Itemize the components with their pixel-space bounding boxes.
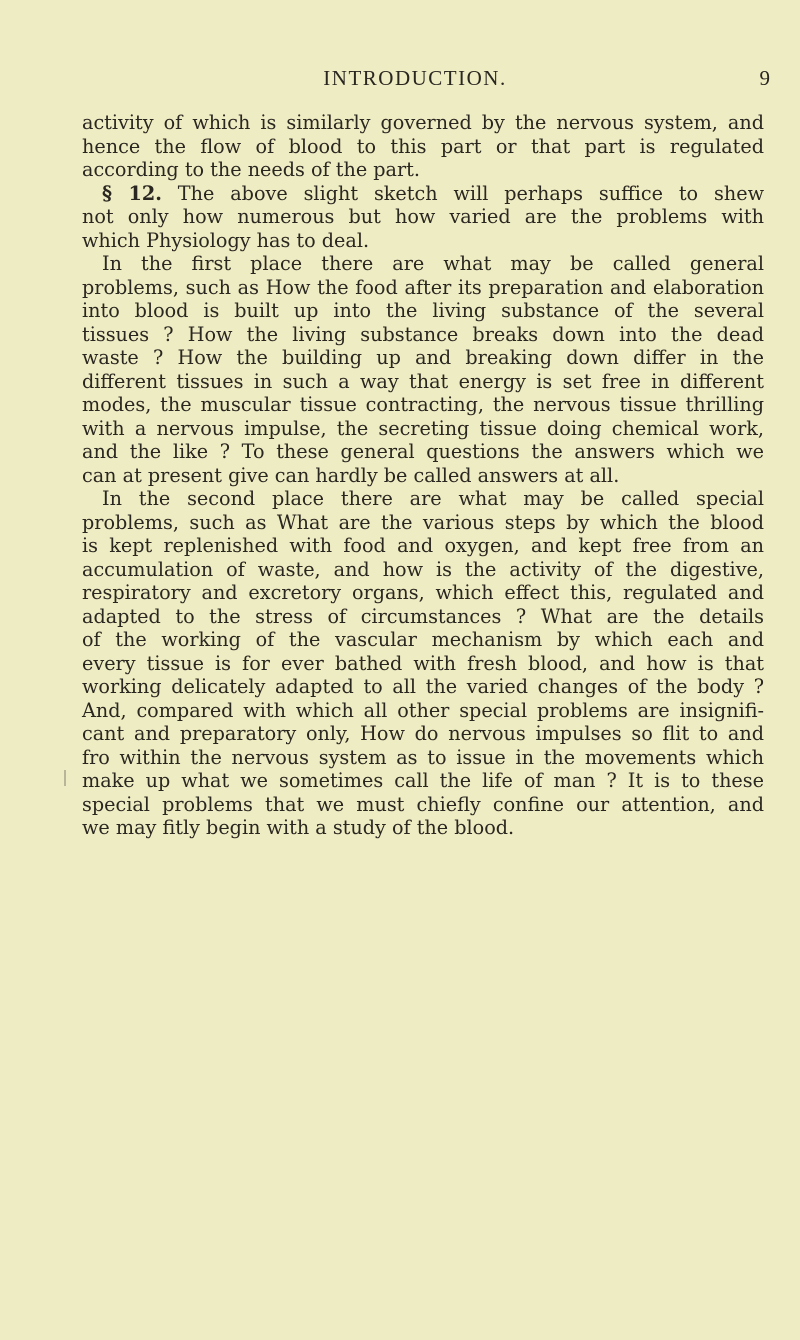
paragraph bbox=[82, 252, 764, 487]
text-line: according to the needs of the part. bbox=[82, 158, 420, 181]
paragraph-section-12 bbox=[82, 182, 764, 253]
text-line-remainder: The above slight sketch will perhaps suffice to shew bbox=[161, 181, 764, 205]
text-line: working delicately adapted to all the varied changes of the body ? bbox=[82, 675, 764, 698]
text-line: waste ? How the building up and breaking down differ in the bbox=[82, 346, 764, 369]
text-line: In the second place there are what may be called special bbox=[102, 487, 764, 510]
text-line: different tissues in such a way that energy is set free in different bbox=[82, 369, 764, 393]
text-line: is kept replenished with food and oxygen, and kept free from an bbox=[82, 534, 764, 557]
text-line: In the first place there are what may be called general bbox=[102, 252, 764, 275]
text-line: which Physiology has to deal. bbox=[82, 228, 370, 252]
page-number: 9 bbox=[759, 66, 770, 90]
text-line: problems, such as What are the various steps by which the blood bbox=[82, 510, 764, 534]
text-line: into blood is built up into the living substance of the several bbox=[82, 299, 764, 322]
text-line: hence the flow of blood to this part or that part is regulated bbox=[82, 134, 764, 158]
body-text bbox=[82, 111, 764, 840]
running-head bbox=[60, 64, 770, 92]
text-line: problems, such as How the food after its preparation and elaboration bbox=[82, 275, 764, 299]
text-line: with a nervous impulse, the secreting tissue doing chemical work, bbox=[82, 416, 764, 440]
paragraph bbox=[82, 111, 764, 182]
text-line: activity of which is similarly governed by the nervous system, and bbox=[82, 111, 764, 134]
text-line: modes, the muscular tissue contracting, the nervous tissue thrilling bbox=[82, 393, 764, 416]
chapter-title: INTRODUCTION. bbox=[323, 66, 507, 90]
text-line: and the like ? To these general questions the answers which we bbox=[82, 440, 764, 463]
margin-mark bbox=[64, 770, 66, 786]
text-line: can at present give can hardly be called answers at all. bbox=[82, 463, 620, 487]
text-line: cant and preparatory only, How do nervous impulses so flit to and bbox=[82, 722, 764, 745]
text-line: not only how numerous but how varied are the problems with bbox=[82, 205, 764, 228]
text-line: tissues ? How the living substance breaks down into the dead bbox=[82, 322, 764, 346]
paragraph bbox=[82, 487, 764, 840]
text-line: of the working of the vascular mechanism by which each and bbox=[82, 628, 764, 651]
text-line: adapted to the stress of circumstances ? What are the details bbox=[82, 604, 764, 628]
text-line: every tissue is for ever bathed with fresh blood, and how is that bbox=[82, 651, 764, 675]
text-line: fro within the nervous system as to issue in the movements which bbox=[82, 745, 764, 769]
section-mark: § 12. bbox=[102, 181, 162, 205]
text-line: And, compared with which all other special problems are insignifi- bbox=[82, 698, 764, 722]
text-line: special problems that we must chiefly confine our attention, and bbox=[82, 792, 764, 816]
text-line: accumulation of waste, and how is the activity of the digestive, bbox=[82, 557, 764, 581]
text-line: respiratory and excretory organs, which effect this, regulated and bbox=[82, 581, 764, 604]
text-line bbox=[82, 182, 764, 206]
text-line: make up what we sometimes call the life of man ? It is to these bbox=[82, 769, 764, 792]
text-line: we may fitly begin with a study of the blood. bbox=[82, 816, 515, 839]
